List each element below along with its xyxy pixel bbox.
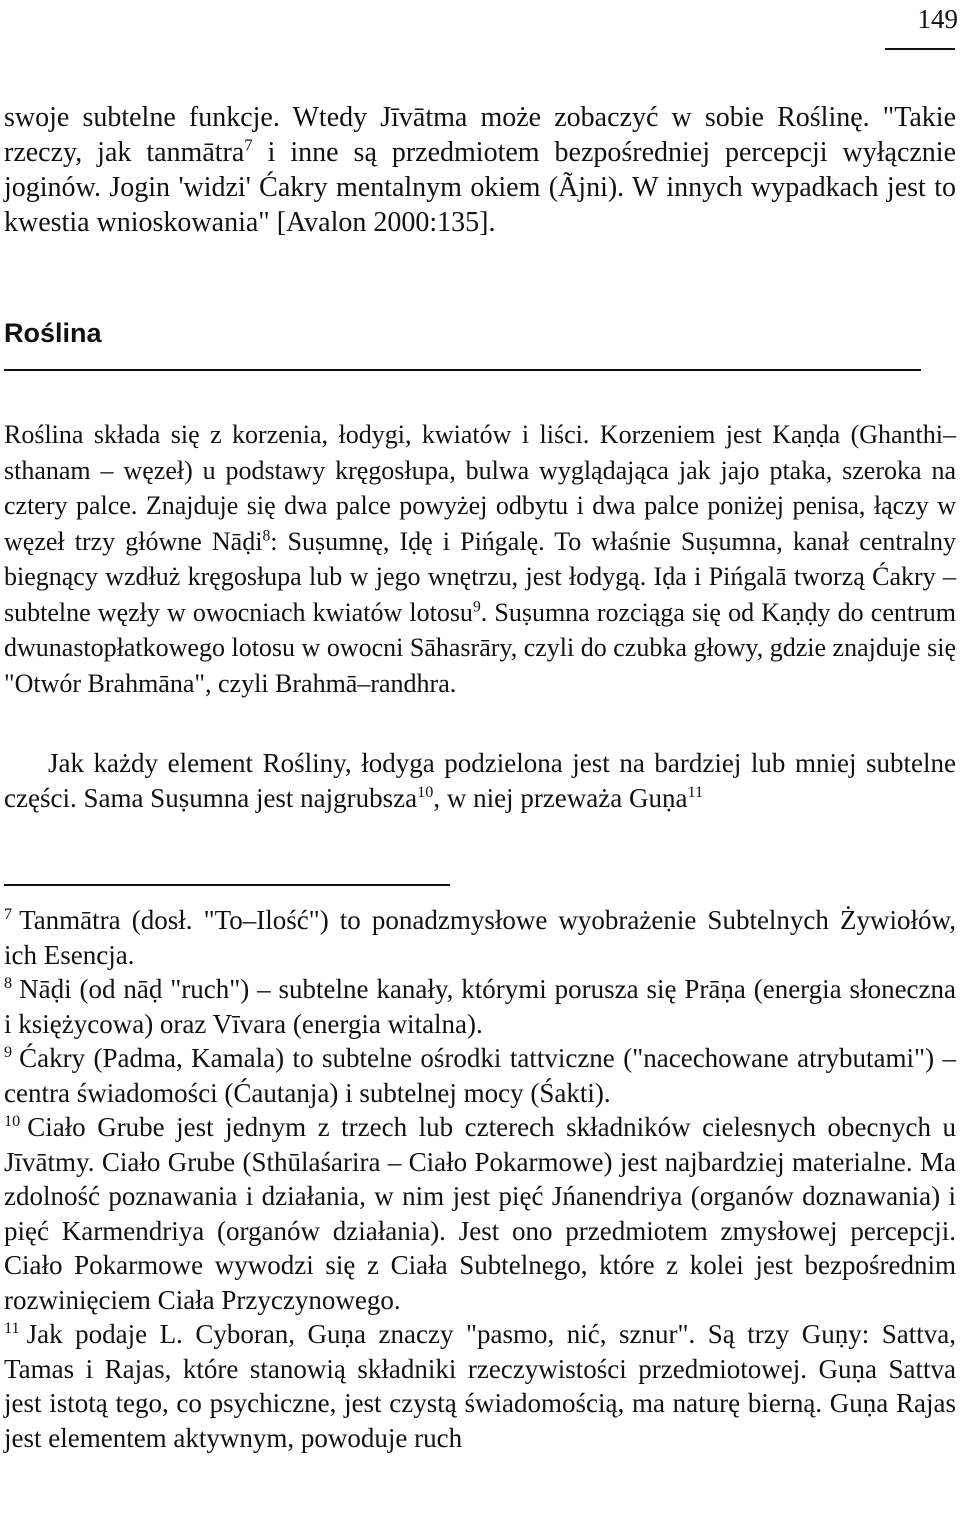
footnote-ref: 11 (687, 783, 704, 801)
footnote (4, 972, 956, 1041)
footnote-text: Tanmātra (dosł. "To–Ilość") to ponadzmysłowe wyobrażenie Subtelnych Żywiołów, ich Esencja. (4, 905, 956, 970)
footnote-text: Ciało Grube jest jednym z trzech lub czterech składników cielesnych obecnych u Jīvātmy. Ciało Grube (Sthūlaśarira – Ciało Pokarmowe) jest najbardziej materialne. Ma zdolność poznawania i działania, w nim jest pięć Jńanendriya (organów doznawania) i pięć Karmendriya (organów działania). Jest ono przedmiotem zmysłowej percepcji. Ciało Pokarmowe wywodzi się z Ciała Subtelnego, które z kolei jest bezpośrednim rozwinięciem Ciała Przyczynowego. (4, 1112, 956, 1315)
footnote (4, 1317, 956, 1455)
paragraph-stem-parts: Jak każdy element Rośliny, łodyga podzielona jest na bardziej lub mniej subtelne części. Sama Suṣumna jest najgrubsza$^{10}$, w niej przeważa Guṇa$^{11}$ (4, 748, 956, 813)
paragraph-intro: swoje subtelne funkcje. Wtedy Jīvātma może zobaczyć w sobie Roślinę. "Takie rzeczy, jak tanmātra$^7$ i inne są przedmiotem bezpośredniej percepcji wyłącznie joginów. Jogin 'widzi' Ćakry mentalnym okiem (Ãjni). W innych wypadkach jest to kwestia wnioskowania" [Avalon 2000:135]. (4, 102, 957, 238)
paragraph-plant-description: Roślina składa się z korzenia, łodygi, kwiatów i liści. Korzeniem jest Kaṇḍa (Ghanthi–sthanam – węzeł) u podstawy kręgosłupa, bulwa wyglądająca jak jajo ptaka, szeroka na cztery palce. Znajduje się dwa palce powyżej odbytu i dwa palce poniżej penisa, łączy w węzeł trzy główne Nāḍi$^8$: Suṣumnę, Iḍę i Pińgalę. To właśnie Suṣumna, kanał centralny biegnący wzdłuż kręgosłupa lub w jego wnętrzu, jest łodygą. Iḍa i Pińgalā tworzą Ćakry – subtelne węzły w owocniach kwiatów lotosu$^9$. Suṣumna rozciąga się od Kaṇḍy do centrum dwunastopłatkowego lotosu w owocni Sāhasrāry, czyli do czubka głowy, gdzie znajduje się "Otwór Brahmāna", czyli Brahmā–randhra. (4, 420, 957, 698)
footnotes (4, 903, 956, 1455)
footnote-ref: 7 (244, 135, 253, 155)
footnote-number: 10 (4, 1112, 21, 1130)
footnote-separator (4, 884, 450, 886)
footnote-number: 9 (4, 1043, 13, 1061)
footnote-number: 8 (4, 974, 13, 992)
heading-rule (4, 369, 921, 371)
footnote-number: 11 (4, 1319, 20, 1337)
page-number: 149 (917, 4, 958, 34)
footnote-text: Nāḍi (od nāḍ "ruch") – subtelne kanały, którymi porusza się Prāṇa (energia słoneczna i księżycowa) oraz Vīvara (energia witalna). (4, 974, 956, 1039)
footnote (4, 1041, 956, 1110)
footnote-ref: 9 (472, 597, 481, 615)
footnote-ref: 8 (262, 526, 271, 544)
footnote (4, 903, 956, 972)
footnote (4, 1110, 956, 1317)
section-heading: Roślina (4, 318, 102, 348)
footnote-text: Jak podaje L. Cyboran, Guṇa znaczy "pasmo, nić, sznur". Są trzy Guṇy: Sattva, Tamas i Rajas, które stanowią składniki rzeczywistości przedmiotowej. Guṇa Sattva jest istotą tego, co psychiczne, jest czystą świadomością, ma naturę bierną. Guṇa Rajas jest elementem aktywnym, powoduje ruch (4, 1319, 956, 1453)
footnote-number: 7 (4, 905, 13, 923)
page-number-rule (885, 48, 955, 50)
footnote-text: Ćakry (Padma, Kamala) to subtelne ośrodki tattviczne ("nacechowane atrybutami") – centra świadomości (Ćautanja) i subtelnej mocy (Śakti). (4, 1043, 956, 1108)
footnote-ref: 10 (417, 783, 434, 801)
